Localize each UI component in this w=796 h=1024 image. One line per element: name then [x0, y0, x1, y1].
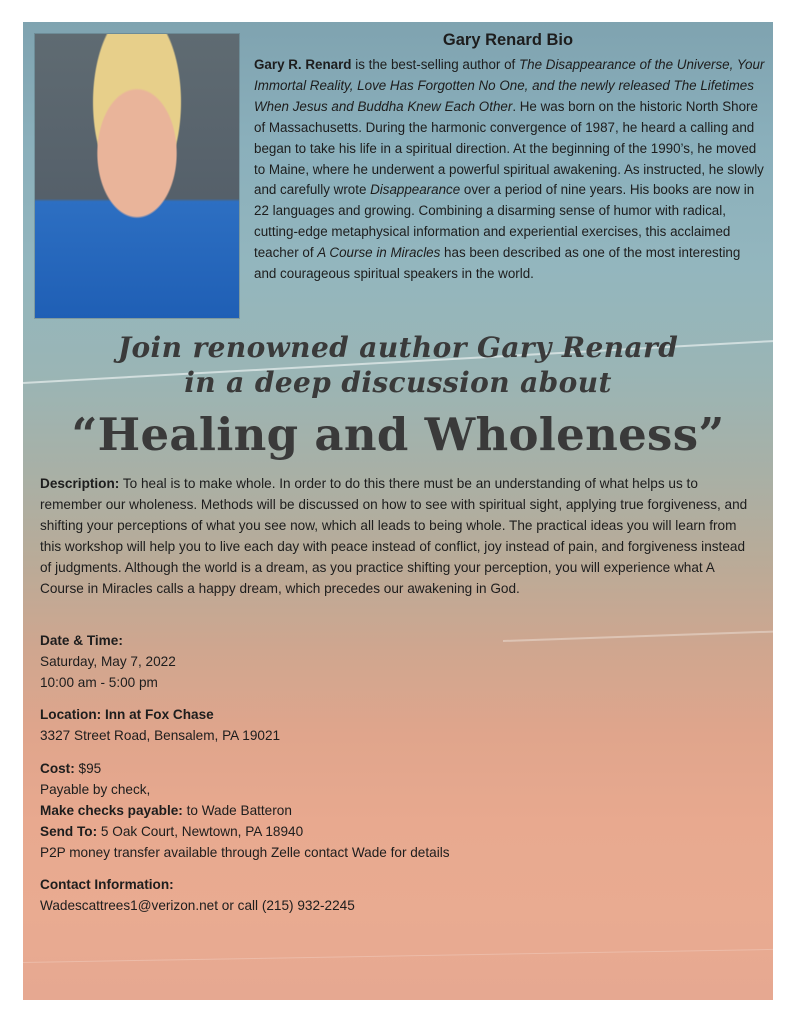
location-address: 3327 Street Road, Bensalem, PA 19021: [40, 728, 281, 743]
bio-book-titles: The Disappearance of the Universe, Your Immortal Reality, Love Has Forgotten No One, and the newly released The Lifetimes When Jesus and Buddha Knew Each Other: [254, 57, 765, 114]
send-line: [40, 821, 740, 842]
bio-paragraph: [254, 55, 766, 285]
date-time-section: [40, 630, 740, 693]
bio-text-3: over a period of nine years. His books are now in 22 languages and growing. Combining a disarming sense of humor with radical, cutting-edge metaphysical information and experiential exercises, this acclaimed teacher of: [254, 182, 755, 261]
bio-acim: A Course in Miracles: [317, 245, 441, 261]
p2p-line: P2P money transfer available through Zelle contact Wade for details: [40, 845, 450, 860]
checks-label: Make checks payable:: [40, 803, 183, 818]
bio-text-4: has been described as one of the most interesting and courageous spiritual speakers in the world.: [254, 245, 741, 282]
description-paragraph: [40, 473, 760, 599]
flyer-background: [23, 22, 773, 1000]
checks-line: [40, 800, 740, 821]
location-section: [40, 704, 740, 746]
cost-section: [40, 758, 740, 863]
event-title: “Healing and Wholeness”: [71, 408, 725, 461]
location-label: Location: Inn at Fox Chase: [40, 707, 214, 722]
checks-to: to Wade Batteron: [182, 803, 292, 818]
contact-text: Wadescattrees1@verizon.net or call (215) 932-2245: [40, 898, 355, 913]
cost-amount: $95: [74, 761, 102, 776]
headline-line-1: Join renowned author Gary Renard: [117, 331, 679, 364]
description-label: Description:: [40, 476, 120, 491]
cost-label: Cost:: [40, 761, 75, 776]
date-time-label: Date & Time:: [40, 633, 123, 648]
contact-section: [40, 874, 740, 916]
event-date: Saturday, May 7, 2022: [40, 654, 176, 669]
author-name: Gary R. Renard: [254, 57, 352, 72]
bio-title: Gary Renard Bio: [442, 31, 574, 49]
cost-line: [40, 758, 740, 779]
bio-text-1: is the best-selling author of: [351, 57, 519, 72]
bio-text-2: . He was born on the historic North Shore of Massachusetts. During the harmonic convergence of 1987, he heard a calling and began to take his life in a spiritual direction. At the beginning of the 1990’s, he moved to Maine, where he underwent a powerful spiritual awakening. As instructed, he slowly and carefully wrote: [254, 98, 764, 198]
send-label: Send To:: [40, 824, 98, 839]
headline-line-2: in a deep discussion about: [184, 366, 612, 399]
event-time: 10:00 am - 5:00 pm: [40, 675, 158, 690]
send-address: 5 Oak Court, Newtown, PA 18940: [97, 824, 304, 839]
bio-book-short: Disappearance: [370, 182, 461, 198]
payable-line: Payable by check,: [40, 782, 151, 797]
contact-label: Contact Information:: [40, 877, 174, 892]
description-text: To heal is to make whole. In order to do this there must be an understanding of what helps us to remember our wholeness. Methods will be discussed on how to see with spiritual sight, applying true forgiveness, and shifting your perceptions of what you see now, which all leads to being whole. The practical ideas you will learn from this workshop will help you to live each day with peace instead of conflict, joy instead of pain, and forgiveness instead of judgments. Although the world is a dream, as you practice shifting your perception, you will experience what A Course in Miracles calls a happy dream, which precedes our awakening in God.: [40, 476, 748, 596]
sky-streak: [23, 949, 773, 963]
author-photo: [35, 34, 239, 318]
